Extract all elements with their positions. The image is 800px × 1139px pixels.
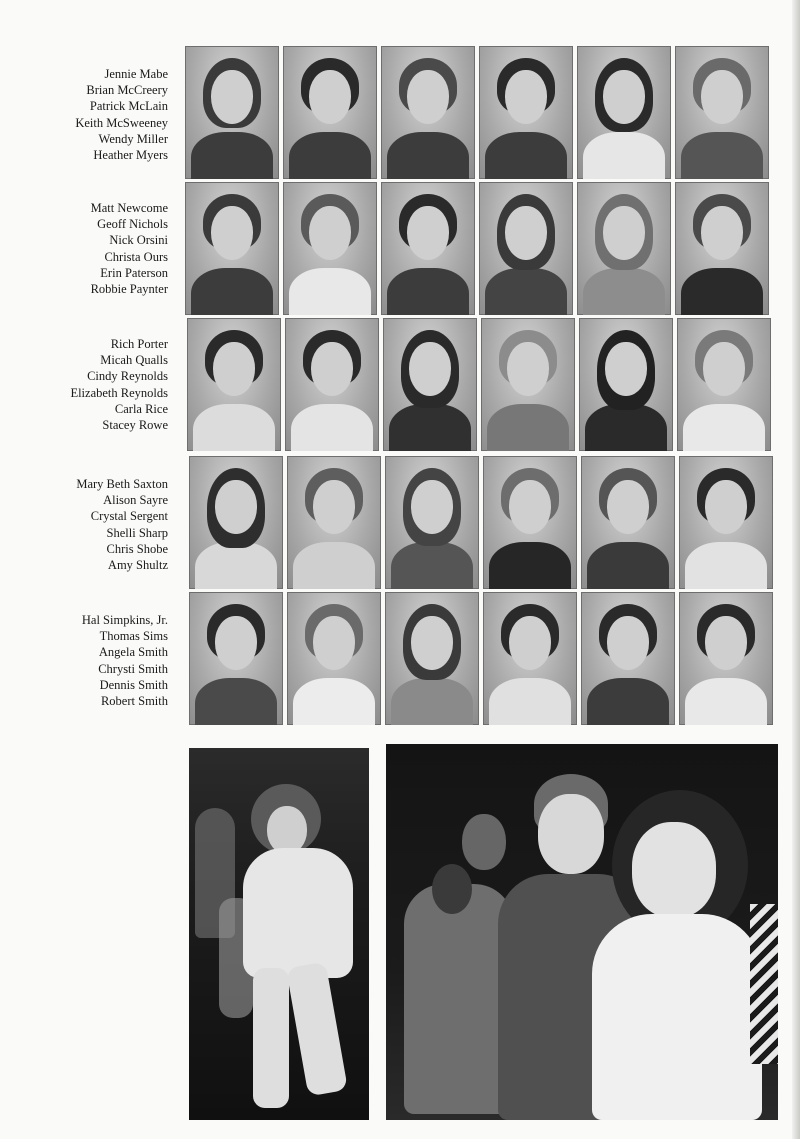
student-name: Elizabeth Reynolds <box>70 385 168 400</box>
student-portrait <box>189 592 283 725</box>
student-portrait <box>381 46 475 179</box>
student-portrait <box>185 182 279 315</box>
student-name: Micah Qualls <box>100 353 168 368</box>
student-name: Angela Smith <box>98 645 168 660</box>
student-portrait <box>287 456 381 589</box>
student-name: Patrick McLain <box>89 99 168 114</box>
student-portrait <box>579 318 673 451</box>
student-name: Carla Rice <box>114 401 168 416</box>
student-portrait <box>479 46 573 179</box>
student-name: Geoff Nichols <box>97 217 168 232</box>
student-portrait <box>483 456 577 589</box>
student-portrait <box>479 182 573 315</box>
student-name: Brian McCreery <box>86 83 168 98</box>
student-portrait <box>187 318 281 451</box>
student-portrait <box>675 182 769 315</box>
student-name: Mary Beth Saxton <box>76 477 168 491</box>
student-name: Heather Myers <box>93 148 168 163</box>
student-name: Crystal Sergent <box>90 509 168 524</box>
student-portrait <box>285 318 379 451</box>
name-list-row-4 <box>0 476 168 573</box>
student-portrait <box>481 318 575 451</box>
student-name: Chris Shobe <box>106 541 168 556</box>
student-name: Stacey Rowe <box>102 418 168 433</box>
student-portrait <box>189 456 283 589</box>
student-portrait <box>385 456 479 589</box>
student-portrait <box>381 182 475 315</box>
student-name: Robert Smith <box>100 694 168 709</box>
student-portrait <box>675 46 769 179</box>
page-edge <box>792 0 800 1139</box>
student-portrait <box>287 592 381 725</box>
student-name: Amy Shultz <box>107 558 168 573</box>
student-name: Erin Paterson <box>100 265 168 280</box>
student-portrait <box>185 46 279 179</box>
name-list-row-2 <box>0 200 168 297</box>
student-name: Wendy Miller <box>98 131 168 146</box>
name-list-row-1 <box>0 66 168 163</box>
student-portrait <box>679 456 773 589</box>
student-name: Alison Sayre <box>103 493 168 508</box>
student-portrait <box>283 46 377 179</box>
name-list-row-3 <box>0 336 168 433</box>
student-name: Jennie Mabe <box>104 67 168 81</box>
student-name: Keith McSweeney <box>75 115 168 130</box>
student-portrait <box>283 182 377 315</box>
student-name: Dennis Smith <box>99 677 168 692</box>
student-name: Christa Ours <box>104 249 168 264</box>
student-portrait <box>577 46 671 179</box>
student-name: Robbie Paynter <box>90 282 168 297</box>
student-portrait <box>677 318 771 451</box>
student-name: Chrysti Smith <box>98 661 168 676</box>
candid-photo-slow-dance <box>386 744 778 1120</box>
student-name: Thomas Sims <box>99 629 168 644</box>
candid-photo-dancing <box>189 748 369 1120</box>
student-name: Rich Porter <box>110 337 168 351</box>
name-list-row-5 <box>0 612 168 709</box>
student-name: Cindy Reynolds <box>87 369 168 384</box>
student-name: Hal Simpkins, Jr. <box>81 613 168 627</box>
student-portrait <box>581 592 675 725</box>
student-name: Shelli Sharp <box>106 525 168 540</box>
student-portrait <box>581 456 675 589</box>
student-portrait <box>483 592 577 725</box>
student-portrait <box>577 182 671 315</box>
student-portrait <box>385 592 479 725</box>
student-name: Matt Newcome <box>90 201 168 215</box>
student-name: Nick Orsini <box>109 233 168 248</box>
student-portrait <box>383 318 477 451</box>
student-portrait <box>679 592 773 725</box>
